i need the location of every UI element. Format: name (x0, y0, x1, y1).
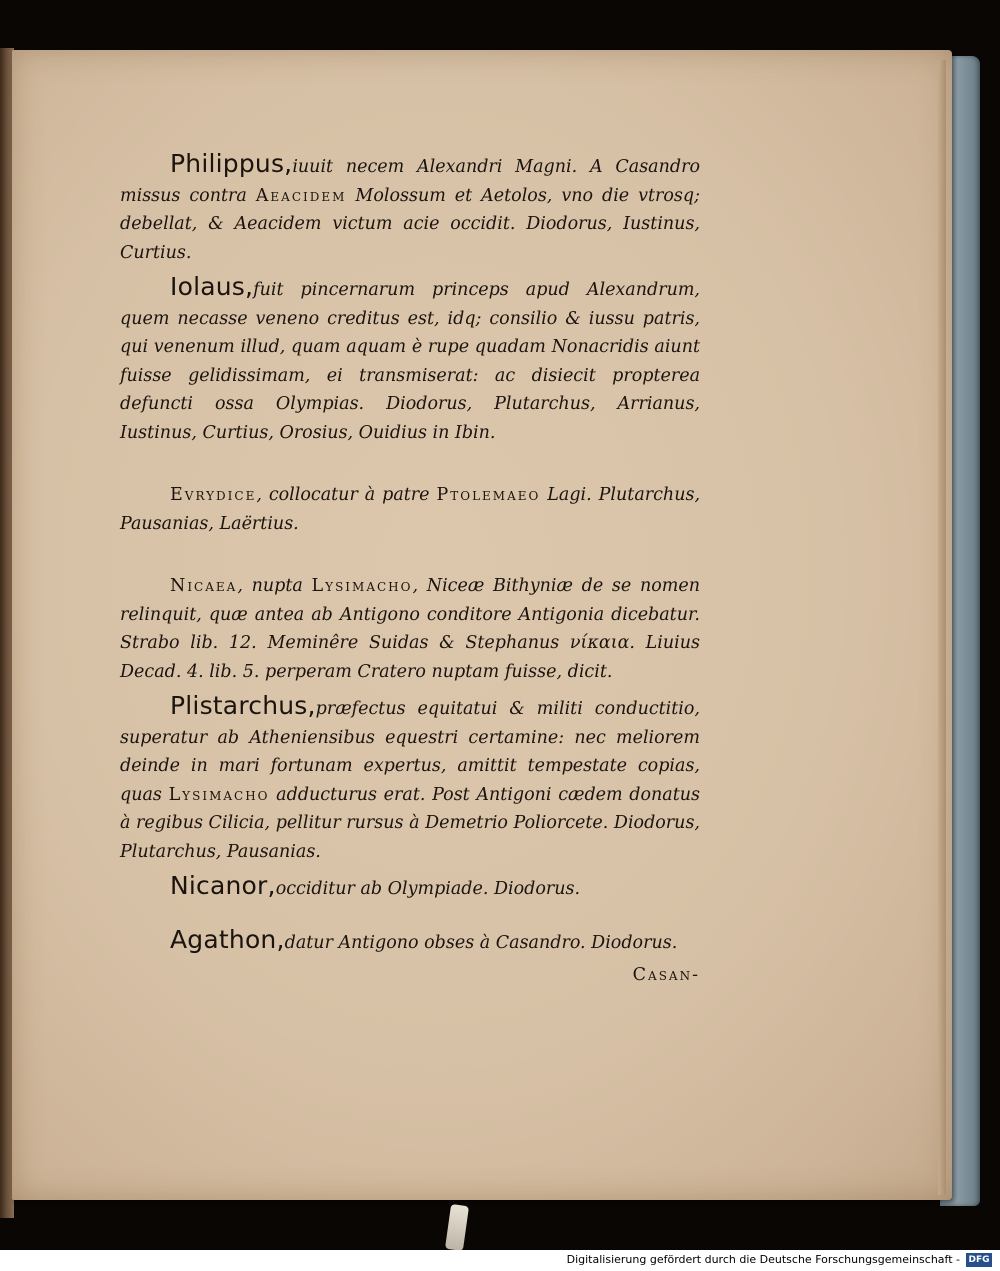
footer-credit: Digitalisierung gefördert durch die Deutsche Forschungsgemeinschaft - (566, 1253, 960, 1266)
entry-nicaea (120, 572, 700, 686)
entry-philippus (120, 150, 700, 267)
catchword: Casan- (632, 965, 700, 985)
entry-plistarchus (120, 692, 700, 866)
entry-text: fuit pincernarum princeps apud Alexandrum, quem necasse veneno creditus est, idq; consilio & iussu patris, qui venenum illud, quam aquam è rupe quadam Nonacridis aiunt fuisse gelidissimam, ei transmiserat: ac disiecit propterea defuncti ossa Olympias. Diodorus, Plutarchus, Arrianus, Iustinus, Curtius, Orosius, Ouidius in Ibin. (120, 280, 700, 443)
entry-nicanor (120, 872, 700, 904)
entry-text: occiditur ab Olympiade. Diodorus. (275, 879, 581, 899)
entry-text-caps: Aeacidem (255, 185, 347, 206)
entry-name: Philippus, (170, 149, 293, 178)
entry-text-caps: Lysimacho (311, 576, 413, 596)
entry-text-caps: Nicaea (170, 576, 238, 596)
entry-text: Lagi. Plutarchus, Pausanias, Laërtius. (120, 485, 701, 534)
page-text (120, 150, 700, 990)
entry-text-caps: Evrydice (170, 485, 257, 505)
entry-name: Plistarchus, (170, 691, 316, 720)
entry-text: , nupta (237, 576, 312, 596)
dfg-logo-icon[interactable]: DFG (966, 1253, 992, 1267)
page-edge (938, 60, 946, 1195)
entry-name: Agathon, (170, 924, 285, 954)
entry-iolaus (120, 273, 700, 447)
entry-name: Iolaus, (170, 272, 254, 301)
entry-text-caps: Lysimacho (168, 784, 270, 805)
entry-text: Molossum et Aetolos, vno die vtrosq; debellat, & Aeacidem victum acie occidit. Diodorus, Iustinus, Curtius. (120, 185, 701, 263)
entry-text: adducturus erat. Post Antigoni cædem donatus à regibus Cilicia, pellitur rursus à Demetrio Poliorcete. Diodorus, Plutarchus, Pausanias. (120, 784, 700, 862)
footer-bar (0, 1250, 1000, 1271)
entry-text: iuuit necem Alexandri Magni. A Casandro missus contra (120, 157, 700, 206)
entry-eurydice (120, 481, 700, 538)
entry-text-caps: Ptolemaeo (436, 485, 541, 505)
entry-name: Nicanor, (170, 871, 276, 900)
entry-text: , collocatur à patre (256, 485, 437, 505)
entry-text: , Niceæ Bithyniæ de se nomen relinquit, quæ antea ab Antigono conditore Antigonia dicebatur. Strabo lib. 12. Meminêre Suidas & Stephanus νίκαια. Liuius Decad. 4. lib. 5. perperam Cratero nuptam fuisse, dicit. (120, 576, 701, 682)
entry-text: præfectus equitatui & militi conductitio, superatur ab Atheniensibus equestri certamine: nec meliorem deinde in mari fortunam expertus, amittit tempestate copias, quas (120, 699, 700, 805)
entry-agathon (120, 926, 700, 958)
entry-text: datur Antigono obses à Casandro. Diodorus. (284, 932, 678, 953)
